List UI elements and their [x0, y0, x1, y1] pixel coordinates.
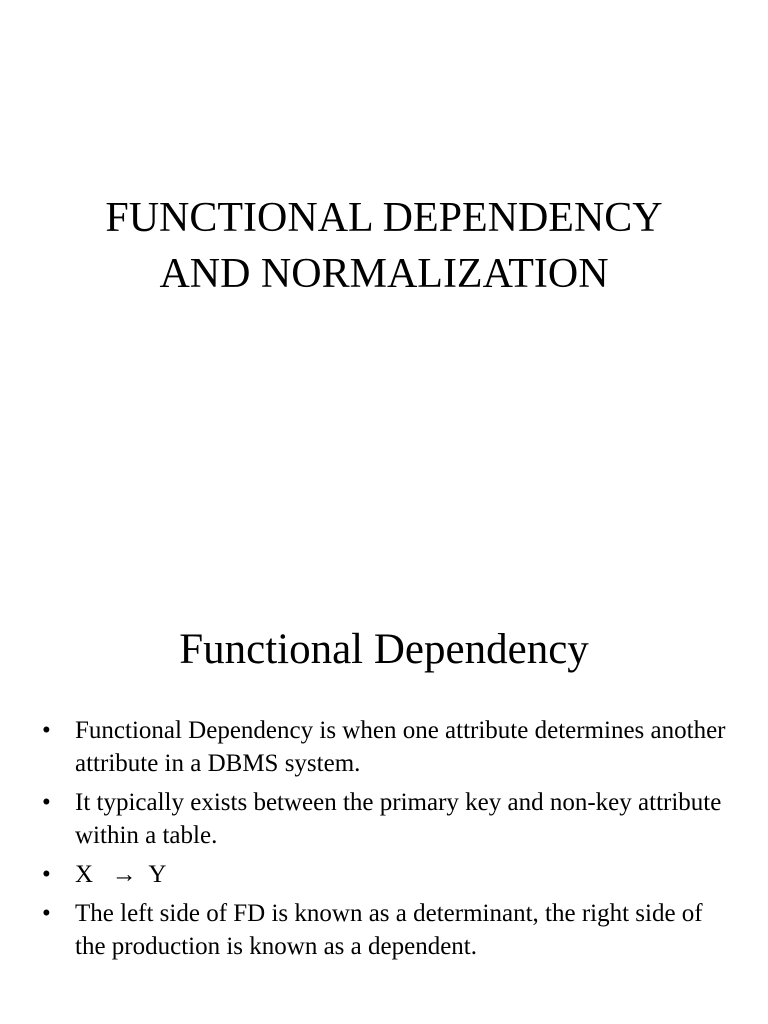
bullet-item-4 [38, 897, 728, 963]
bullet-item-1 [38, 714, 728, 780]
bullet-text: It typically exists between the primary key and non-key attribute within a table. [75, 789, 722, 849]
slide-heading: Functional Dependency [179, 626, 589, 673]
bullet-dot-icon: • [42, 789, 51, 816]
bullet-dot-icon: • [42, 717, 51, 744]
bullet-item-2 [38, 786, 728, 852]
bullet-dot-icon: • [42, 861, 51, 888]
title-line-2: AND NORMALIZATION [159, 251, 609, 297]
title-slide-heading [0, 190, 768, 302]
functional-dependency-slide [0, 576, 768, 1024]
title-line-1: FUNCTIONAL DEPENDENCY [105, 195, 663, 241]
bullet-item-3 [38, 858, 728, 891]
bullet-dot-icon: • [42, 900, 51, 927]
bullet-text: The left side of FD is known as a determinant, the right side of the production is known as a dependent. [75, 900, 703, 960]
bullet-text: X → Y [75, 861, 167, 888]
bullet-text: Functional Dependency is when one attribute determines another attribute in a DBMS system. [75, 717, 726, 777]
bullet-list [38, 714, 728, 969]
